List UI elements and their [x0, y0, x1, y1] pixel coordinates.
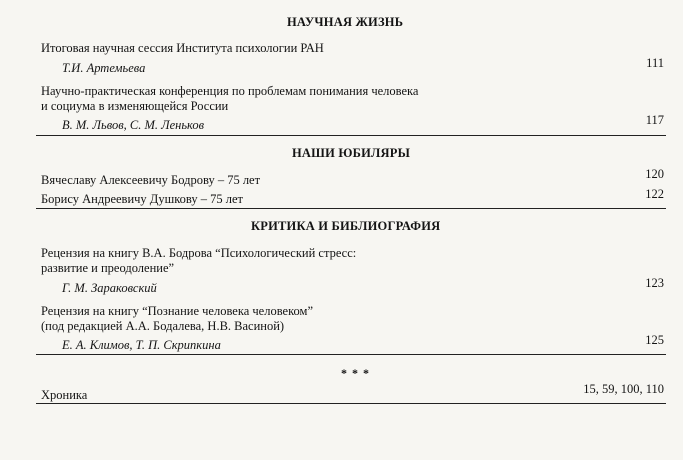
entry-page[interactable]: 117 [645, 113, 664, 127]
entry-page[interactable]: 125 [645, 333, 664, 347]
entry-title[interactable]: Научно-практическая конференция по проблемам понимания человека [41, 84, 419, 98]
asterism-separator: * * * [341, 366, 370, 380]
section-divider [36, 208, 666, 209]
entry-title-continued[interactable]: (под редакцией А.А. Бодалева, Н.В. Васиной) [41, 319, 285, 333]
entry-title[interactable]: Борису Андреевичу Душкову – 75 лет [41, 192, 243, 206]
section-heading-criticism: КРИТИКА И БИБЛИОГРАФИЯ [251, 219, 441, 233]
section-divider [36, 135, 666, 136]
entry-title[interactable]: Вячеславу Алексеевичу Бодрову – 75 лет [41, 173, 261, 187]
section-heading-scientific-life: НАУЧНАЯ ЖИЗНЬ [287, 15, 404, 29]
chronicle-pages[interactable]: 15, 59, 100, 110 [583, 382, 664, 396]
entry-page[interactable]: 120 [645, 167, 664, 181]
entry-author: Г. М. Зараковский [62, 281, 157, 295]
entry-title-continued[interactable]: и социума в изменяющейся России [41, 99, 229, 113]
entry-page[interactable]: 111 [646, 56, 664, 70]
entry-title[interactable]: Рецензия на книгу “Познание человека человеком” [41, 304, 313, 318]
section-divider [36, 354, 666, 355]
section-divider [36, 403, 666, 404]
entry-title[interactable]: Итоговая научная сессия Института психологии РАН [41, 41, 324, 55]
entry-author: Е. А. Климов, Т. П. Скрипкина [62, 338, 221, 352]
entry-page[interactable]: 122 [645, 187, 664, 201]
entry-author: Т.И. Артемьева [62, 61, 146, 75]
entry-title[interactable]: Рецензия на книгу В.А. Бодрова “Психологический стресс: [41, 246, 357, 260]
entry-author: В. М. Львов, С. М. Леньков [62, 118, 205, 132]
entry-page[interactable]: 123 [645, 276, 664, 290]
section-heading-jubilees: НАШИ ЮБИЛЯРЫ [292, 146, 411, 160]
entry-title-continued[interactable]: развитие и преодоление” [41, 261, 175, 275]
chronicle-label[interactable]: Хроника [41, 388, 88, 402]
